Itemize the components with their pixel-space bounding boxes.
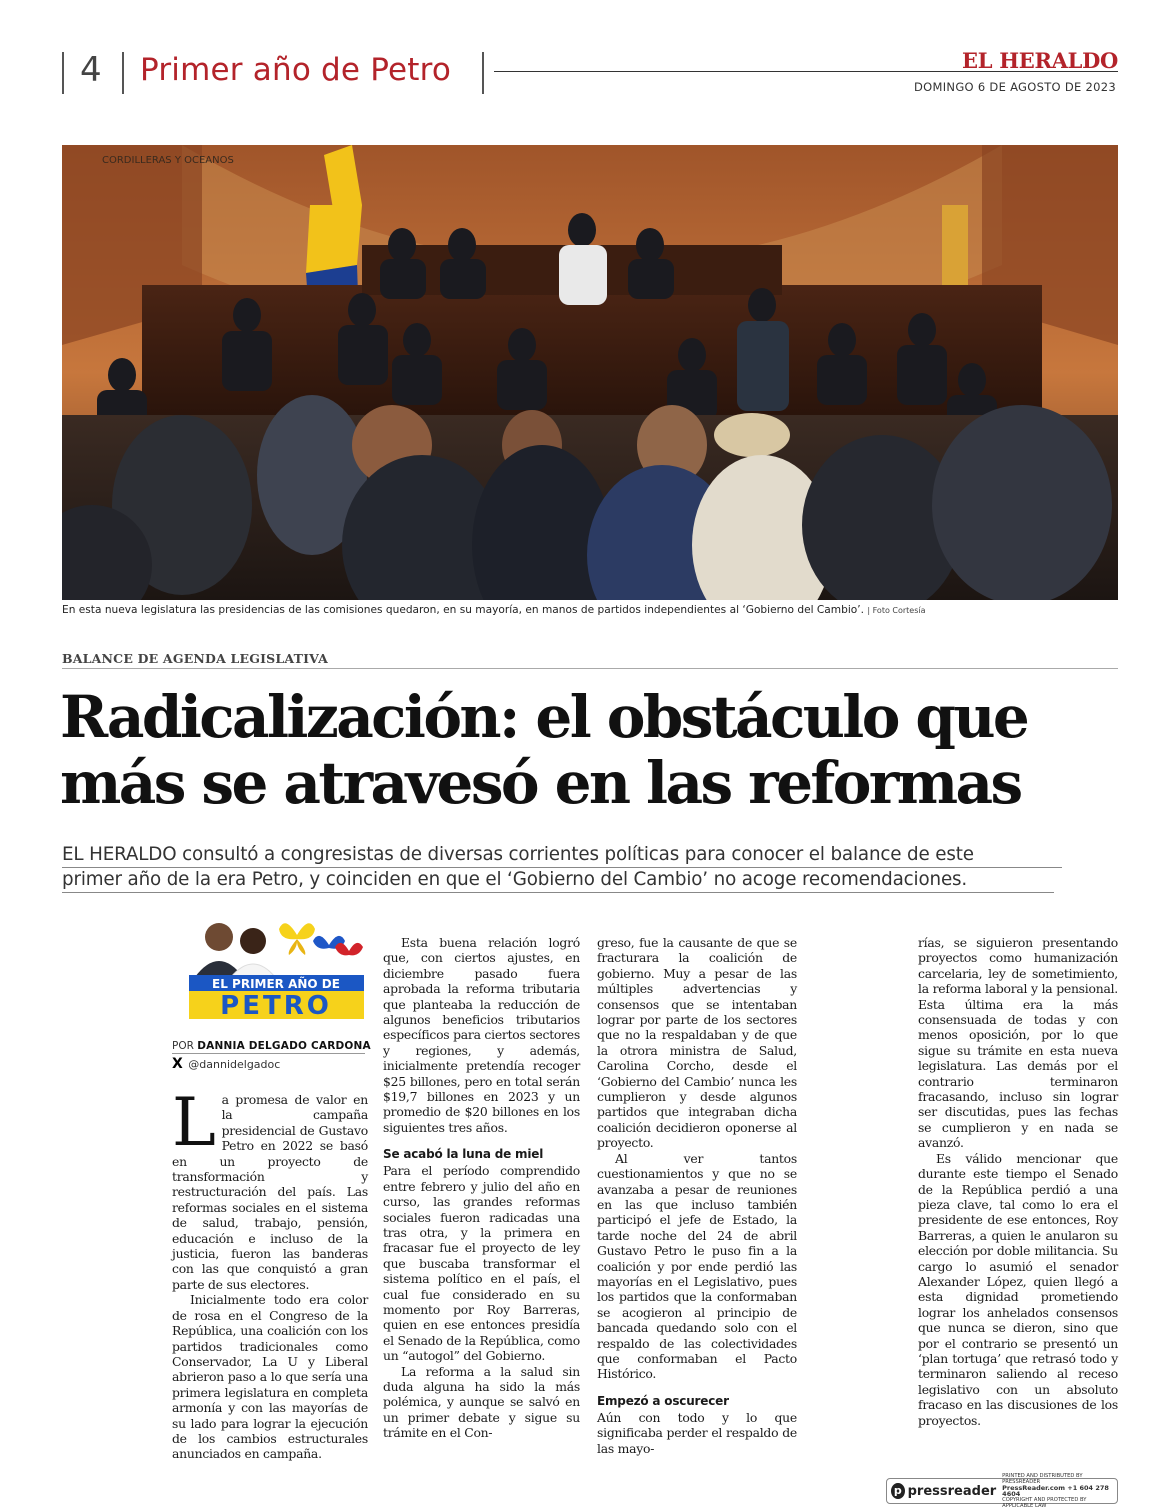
byline-prefix: POR: [172, 1040, 194, 1052]
paragraph: Al ver tantos cuestionamientos y que no se avanzaba a pesar de reuniones en las que incluso también participó el jefe de Estado, la tarde noche del 24 de abril Gustavo Petro le puso fin a la coalición y por ende perdió las mayorías en el Legislativo, pues los partidos que la conformaban se acogieron al principio de bancada quedando solo con el respaldo de las colectividades que conformaban el Pacto Histórico.: [597, 1150, 797, 1382]
article-column-2: [383, 935, 580, 1441]
caption-text: En esta nueva legislatura las presidencias de las comisiones quedaron, en su mayoría, en manos de partidos independientes al ‘Gobierno del Cambio’.: [62, 604, 864, 616]
newspaper-brand: EL HERALDO: [962, 48, 1118, 73]
paragraph: Aún con todo y lo que significaba perder el respaldo de las mayo-: [597, 1409, 797, 1456]
paragraph-text: a promesa de valor en la campaña presidencial de Gustavo Petro en 2022 se basó en un proyecto de transformación y restructuración del país. Las reformas sociales en el sistema de salud, trabajo, pensión, educación e incluso de la justicia, fueron las banderas con las que conquistó a gran parte de sus electores.: [172, 1092, 368, 1292]
pressreader-badge: [886, 1473, 1118, 1509]
photo-credit: | Foto Cortesía: [867, 606, 926, 615]
subhead: Se acabó la luna de miel: [383, 1147, 544, 1162]
logo-line-1: EL PRIMER AÑO DE: [212, 977, 340, 991]
deck-underline: [62, 892, 1054, 893]
article-kicker: BALANCE DE AGENDA LEGISLATIVA: [62, 651, 328, 666]
kicker-rule: [62, 668, 1118, 669]
paragraph: rías, se siguieron presentando proyectos como humanización carcelaria, ley de sometimiento, la reforma laboral y la pensional. Esta última era la más consensuada de todas y con menos oposición, por lo que sigue su trámite en esta nueva legislatura. Las demás por el contrario terminaron fracasando, incluso sin lograr ser discutidas, pues las fechas se cumplieron y en nada se avanzó.: [918, 935, 1118, 1151]
author-name: DANNIA DELGADO CARDONA: [197, 1040, 371, 1052]
header-divider: [122, 52, 124, 94]
x-logo-icon: X: [172, 1056, 183, 1072]
header-divider: [482, 52, 484, 94]
paragraph: greso, fue la causante de que se fracturara la coalición de gobierno. Muy a pesar de las múltiples advertencias y consensos que se intentaban lograr por parte de los sectores que no la respaldaban y de que la otrora ministra de Salud, Carolina Corcho, desde el ‘Gobierno del Cambio’ nunca les cumplieron y desde algunos partidos que integraban dicha coalición decidieron oponerse al proyecto.: [597, 935, 797, 1151]
article-column-1: [172, 1084, 368, 1462]
paragraph: [172, 1084, 368, 1292]
issue-date: DOMINGO 6 DE AGOSTO DE 2023: [914, 80, 1116, 94]
handle-text: @dannidelgadoc: [188, 1058, 281, 1071]
paragraph: Esta buena relación logró que, con ciertos ajustes, en diciembre pasado fuera aprobada la reforma tributaria que planteaba la reducción de algunos beneficios tributarios específicos para ciertos sectores y regiones, y además, inicialmente pretendía recoger $25 billones, pero en total serán $19,7 billones en 2023 y un promedio de $20 billones en los siguientes tres años.: [383, 935, 581, 1135]
author-handle: [172, 1056, 280, 1072]
paragraph: La reforma a la salud sin duda alguna ha sido la más polémica, y aunque se salvó en un primer debate y sigue su trámite en el Con-: [383, 1363, 580, 1441]
byline: [172, 1040, 371, 1052]
logo-line-2: PETRO: [220, 991, 332, 1021]
headline-line-1: Radicalización: el obstáculo que: [60, 683, 1028, 751]
article-headline: [60, 684, 1120, 816]
paragraph: Es válido mencionar que durante este tiempo el Senado de la República perdió a una pieza clave, tal como lo era el presidente de ese entonces, Roy Barreras, a quien le anularon su elección por doble militancia. Su cargo lo asumió el senador Alexander López, quien llegó a esta dignidad prometiendo lograr los anhelados consensos que nunca se dieron, sino que por el contrario se presentó un ‘plan tortuga’ que retrasó todo y terminaron saliendo al receso legislativo con un absoluto fracaso en las discusiones de los proyectos.: [918, 1150, 1118, 1428]
header-divider: [62, 52, 64, 94]
paragraph: Inicialmente todo era color de rosa en el Congreso de la República, una coalición con los partidos tradicionales como Conservador, La U y Liberal abrieron paso a lo que sería una primera legislatura en completa armonía y con las mayorías de su lado para lograr la ejecución de los cambios estructurales anunciados en campaña.: [172, 1292, 368, 1462]
series-logo: [189, 915, 364, 1022]
congress-photo: [62, 145, 1118, 600]
subhead: Empezó a oscurecer: [597, 1393, 729, 1408]
page-number: 4: [80, 50, 102, 90]
pressreader-line: PRINTED AND DISTRIBUTED BY PRESSREADER: [1002, 1473, 1083, 1485]
mural-text: CORDILLERAS Y OCEANOS: [102, 155, 234, 166]
byline-rule: [172, 1053, 365, 1054]
pressreader-icon: p: [891, 1483, 905, 1499]
pressreader-line: COPYRIGHT AND PROTECTED BY APPLICABLE LAW: [1002, 1497, 1087, 1509]
drop-cap: L: [172, 1084, 216, 1161]
deck-underline: [62, 867, 1062, 868]
photo-caption: [62, 604, 1118, 616]
headline-line-2: más se atravesó en las reformas: [60, 749, 1021, 817]
section-title: Primer año de Petro: [140, 52, 452, 88]
pressreader-line: PressReader.com +1 604 278 4604: [1002, 1484, 1109, 1498]
pressreader-notice: [1002, 1473, 1113, 1509]
paragraph: Para el período comprendido entre febrero y julio del año en curso, las grandes reformas sociales fueron radicadas una tras otra, y la primera en fracasar fue el proyecto de ley que buscaba transformar el sistema político en el país, el cual fue considerado en su momento por Roy Barreras, quien en ese entonces presidía el Senado de la República, como un “autogol” del Gobierno.: [383, 1163, 580, 1364]
pressreader-logo: pressreader: [907, 1483, 997, 1499]
article-column-4: [918, 935, 1118, 1428]
article-column-3: [597, 935, 797, 1456]
deck-line-1: EL HERALDO consultó a congresistas de diversas corrientes políticas para conocer el balance de este: [62, 844, 974, 865]
deck-line-2: primer año de la era Petro, y coinciden en que el ‘Gobierno del Cambio’ no acoge recomendaciones.: [62, 869, 968, 890]
